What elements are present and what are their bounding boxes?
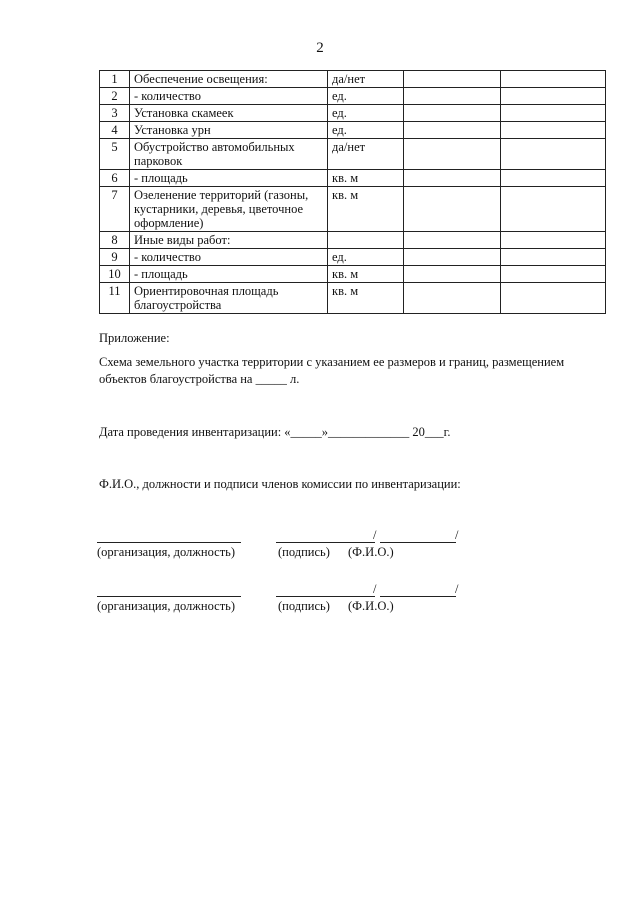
work-type-cell: Обеспечение освещения: (130, 71, 328, 88)
value-cell (404, 88, 501, 105)
value-cell (404, 71, 501, 88)
unit-cell: кв. м (328, 170, 404, 187)
work-type-cell: - количество (130, 88, 328, 105)
table-row (100, 122, 606, 139)
work-type-cell: Иные виды работ: (130, 232, 328, 249)
unit-cell: кв. м (328, 266, 404, 283)
value-cell (404, 266, 501, 283)
work-type-cell: - площадь (130, 170, 328, 187)
work-type-cell: Ориентировочная площадь благоустройства (130, 283, 328, 314)
value-cell (404, 122, 501, 139)
signature-caption: (подпись) (278, 545, 330, 559)
row-number-cell: 8 (100, 232, 130, 249)
table-row (100, 283, 606, 314)
row-number-cell: 9 (100, 249, 130, 266)
row-number-cell: 7 (100, 187, 130, 232)
row-number-cell: 1 (100, 71, 130, 88)
org-caption: (организация, должность) (97, 545, 236, 559)
row-number-cell: 4 (100, 122, 130, 139)
value-cell (404, 232, 501, 249)
value-cell (501, 283, 606, 314)
value-cell (501, 187, 606, 232)
slash-separator: / (373, 528, 377, 542)
org-line (97, 542, 241, 543)
value-cell (501, 170, 606, 187)
value-cell (501, 232, 606, 249)
row-number-cell: 10 (100, 266, 130, 283)
unit-cell: да/нет (328, 71, 404, 88)
fio-line (380, 596, 456, 597)
inventory-date-line: Дата проведения инвентаризации: «_____»_____________ 20___г. (99, 425, 451, 439)
fio-line (380, 542, 456, 543)
work-type-cell: - количество (130, 249, 328, 266)
table-row (100, 170, 606, 187)
value-cell (404, 249, 501, 266)
unit-cell: кв. м (328, 283, 404, 314)
unit-cell: ед. (328, 88, 404, 105)
fio-caption: (Ф.И.О.) (348, 599, 394, 613)
unit-cell: кв. м (328, 187, 404, 232)
table-row (100, 266, 606, 283)
row-number-cell: 6 (100, 170, 130, 187)
org-line (97, 596, 241, 597)
value-cell (404, 105, 501, 122)
table-row (100, 88, 606, 105)
inventory-table (99, 70, 606, 314)
unit-cell: ед. (328, 122, 404, 139)
table-row (100, 139, 606, 170)
work-type-cell: Обустройство автомобильных парковок (130, 139, 328, 170)
row-number-cell: 11 (100, 283, 130, 314)
value-cell (404, 187, 501, 232)
slash-separator: / (455, 582, 459, 596)
value-cell (501, 249, 606, 266)
slash-separator: / (455, 528, 459, 542)
org-caption: (организация, должность) (97, 599, 236, 613)
slash-separator: / (373, 582, 377, 596)
table-row (100, 249, 606, 266)
value-cell (501, 105, 606, 122)
work-type-cell: Озеленение территорий (газоны, кустарники, деревья, цветочное оформление) (130, 187, 328, 232)
value-cell (501, 71, 606, 88)
signature-line (276, 542, 375, 543)
work-type-cell: - площадь (130, 266, 328, 283)
value-cell (501, 88, 606, 105)
appendix-label: Приложение: (99, 331, 170, 345)
unit-cell (328, 232, 404, 249)
row-number-cell: 2 (100, 88, 130, 105)
commission-heading: Ф.И.О., должности и подписи членов комиссии по инвентаризации: (99, 477, 461, 491)
value-cell (501, 139, 606, 170)
value-cell (501, 266, 606, 283)
value-cell (501, 122, 606, 139)
page-number: 2 (316, 40, 324, 56)
table-row (100, 187, 606, 232)
work-type-cell: Установка скамеек (130, 105, 328, 122)
fio-caption: (Ф.И.О.) (348, 545, 394, 559)
inventory-table-body (100, 71, 606, 314)
row-number-cell: 5 (100, 139, 130, 170)
unit-cell: ед. (328, 249, 404, 266)
table-row (100, 71, 606, 88)
signature-line (276, 596, 375, 597)
value-cell (404, 139, 501, 170)
unit-cell: да/нет (328, 139, 404, 170)
table-row (100, 105, 606, 122)
work-type-cell: Установка урн (130, 122, 328, 139)
value-cell (404, 283, 501, 314)
table-row (100, 232, 606, 249)
value-cell (404, 170, 501, 187)
signature-caption: (подпись) (278, 599, 330, 613)
row-number-cell: 3 (100, 105, 130, 122)
appendix-scheme-text: Схема земельного участка территории с указанием ее размеров и границ, размещением объектов благоустройства на _____ л. (99, 355, 565, 386)
unit-cell: ед. (328, 105, 404, 122)
